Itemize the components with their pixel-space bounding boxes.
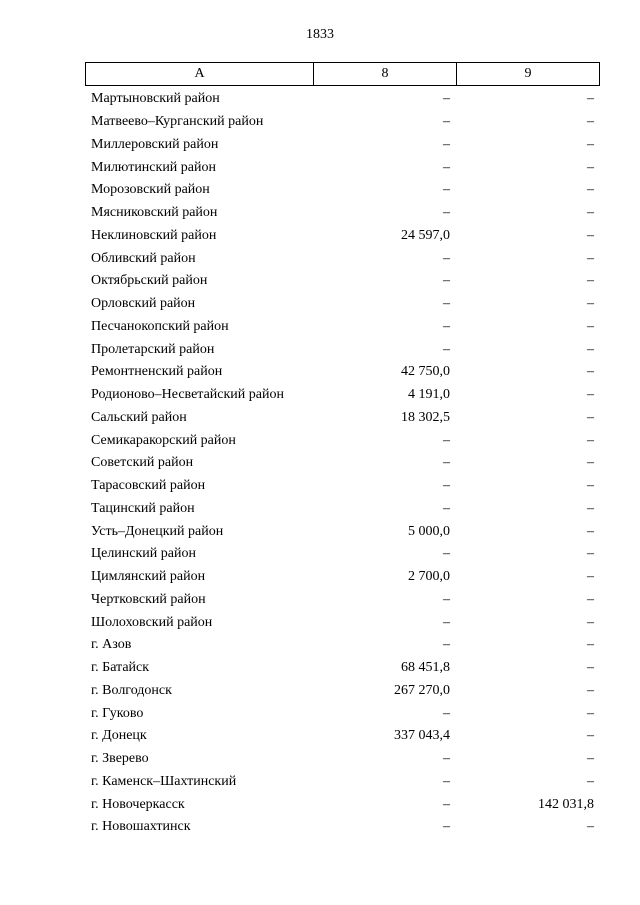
territory-name: Советский район xyxy=(91,455,194,471)
table-body xyxy=(85,88,600,839)
table-row xyxy=(85,316,600,339)
territory-name: Чертковский район xyxy=(91,591,206,607)
value-column-9: – xyxy=(587,660,594,676)
table-row xyxy=(85,611,600,634)
value-column-8: – xyxy=(443,751,450,767)
value-column-8: – xyxy=(443,637,450,653)
page-number: 1833 xyxy=(306,27,334,42)
value-column-8: 4 191,0 xyxy=(408,387,450,403)
value-column-9: – xyxy=(587,500,594,516)
table-row xyxy=(85,634,600,657)
value-column-9: – xyxy=(587,455,594,471)
table-row xyxy=(85,134,600,157)
value-column-8: – xyxy=(443,614,450,630)
value-column-9: – xyxy=(587,364,594,380)
value-column-9: – xyxy=(587,205,594,221)
table-row xyxy=(85,520,600,543)
value-column-9: 142 031,8 xyxy=(538,796,594,812)
territory-name: Октябрьский район xyxy=(91,273,208,289)
territory-name: г. Батайск xyxy=(91,660,150,676)
value-column-9: – xyxy=(587,136,594,152)
value-column-9: – xyxy=(587,546,594,562)
table-row xyxy=(85,771,600,794)
table-row xyxy=(85,589,600,612)
table-row xyxy=(85,543,600,566)
value-column-9: – xyxy=(587,91,594,107)
value-column-8: – xyxy=(443,455,450,471)
territory-name: Миллеровский район xyxy=(91,136,219,152)
value-column-9: – xyxy=(587,432,594,448)
column-header-9: 9 xyxy=(524,66,532,81)
territory-name: Обливский район xyxy=(91,250,196,266)
value-column-8: 42 750,0 xyxy=(401,364,450,380)
territory-name: г. Волгодонск xyxy=(91,682,172,698)
value-column-8: 337 043,4 xyxy=(394,728,450,744)
value-column-8: – xyxy=(443,296,450,312)
table-row xyxy=(85,793,600,816)
value-column-9: – xyxy=(587,751,594,767)
table-row xyxy=(85,338,600,361)
table-row xyxy=(85,566,600,589)
value-column-9: – xyxy=(587,182,594,198)
table-row xyxy=(85,225,600,248)
table-row xyxy=(85,361,600,384)
table-row xyxy=(85,816,600,839)
value-column-8: 2 700,0 xyxy=(408,569,450,585)
table-row xyxy=(85,384,600,407)
value-column-8: – xyxy=(443,159,450,175)
value-column-9: – xyxy=(587,614,594,630)
table-row xyxy=(85,88,600,111)
value-column-9: – xyxy=(587,273,594,289)
value-column-8: – xyxy=(443,273,450,289)
value-column-8: – xyxy=(443,796,450,812)
table-row xyxy=(85,498,600,521)
territory-name: Мартыновский район xyxy=(91,91,220,107)
value-column-9: – xyxy=(587,569,594,585)
table-row xyxy=(85,452,600,475)
value-column-8: – xyxy=(443,341,450,357)
table-row xyxy=(85,657,600,680)
territory-name: г. Каменск–Шахтинский xyxy=(91,773,237,789)
territory-name: Тацинский район xyxy=(91,500,195,516)
territory-name: Орловский район xyxy=(91,296,196,312)
value-column-8: – xyxy=(443,546,450,562)
value-column-8: – xyxy=(443,205,450,221)
table-row xyxy=(85,156,600,179)
table-row xyxy=(85,475,600,498)
value-column-8: – xyxy=(443,500,450,516)
value-column-9: – xyxy=(587,114,594,130)
value-column-8: – xyxy=(443,819,450,835)
value-column-9: – xyxy=(587,773,594,789)
value-column-9: – xyxy=(587,159,594,175)
territory-name: Тарасовский район xyxy=(91,478,206,494)
table-row xyxy=(85,111,600,134)
table-row xyxy=(85,407,600,430)
value-column-8: – xyxy=(443,591,450,607)
table-row xyxy=(85,270,600,293)
table-row xyxy=(85,247,600,270)
value-column-9: – xyxy=(587,318,594,334)
territory-name: г. Зверево xyxy=(91,751,149,767)
value-column-8: 24 597,0 xyxy=(401,227,450,243)
table-row xyxy=(85,702,600,725)
value-column-9: – xyxy=(587,387,594,403)
table-row xyxy=(85,725,600,748)
value-column-9: – xyxy=(587,637,594,653)
value-column-9: – xyxy=(587,523,594,539)
value-column-8: – xyxy=(443,91,450,107)
table-row xyxy=(85,202,600,225)
territory-name: Песчанокопский район xyxy=(91,318,229,334)
territory-name: Ремонтненский район xyxy=(91,364,223,380)
table-row xyxy=(85,179,600,202)
value-column-9: – xyxy=(587,341,594,357)
territory-name: Милютинский район xyxy=(91,159,217,175)
value-column-9: – xyxy=(587,296,594,312)
territory-name: г. Донецк xyxy=(91,728,147,744)
value-column-9: – xyxy=(587,682,594,698)
column-header-8: 8 xyxy=(314,63,457,85)
territory-name: Шолоховский район xyxy=(91,614,213,630)
territory-name: Неклиновский район xyxy=(91,227,217,243)
value-column-9: – xyxy=(587,478,594,494)
value-column-8: – xyxy=(443,114,450,130)
value-column-8: 68 451,8 xyxy=(401,660,450,676)
table-row xyxy=(85,429,600,452)
value-column-8: – xyxy=(443,318,450,334)
value-column-9: – xyxy=(587,705,594,721)
value-column-8: – xyxy=(443,250,450,266)
column-header-a: А xyxy=(86,63,314,85)
territory-name: Усть–Донецкий район xyxy=(91,523,224,539)
territory-name: Сальский район xyxy=(91,409,187,425)
value-column-9: – xyxy=(587,227,594,243)
value-column-8: – xyxy=(443,705,450,721)
territory-name: Семикаракорский район xyxy=(91,432,236,448)
territory-name: Целинский район xyxy=(91,546,196,562)
territory-name: Родионово–Несветайский район xyxy=(91,387,284,403)
territory-name: г. Новочеркасск xyxy=(91,796,185,812)
territory-name: Пролетарский район xyxy=(91,341,215,357)
value-column-8: 18 302,5 xyxy=(401,409,450,425)
table-row xyxy=(85,680,600,703)
territory-name: Цимлянский район xyxy=(91,569,206,585)
value-column-9: – xyxy=(587,250,594,266)
territory-name: г. Азов xyxy=(91,637,132,653)
value-column-8: 267 270,0 xyxy=(394,682,450,698)
value-column-9: – xyxy=(587,819,594,835)
territory-name: Морозовский район xyxy=(91,182,210,198)
value-column-9: – xyxy=(587,591,594,607)
table-row xyxy=(85,293,600,316)
value-column-8: – xyxy=(443,432,450,448)
territory-name: г. Новошахтинск xyxy=(91,819,191,835)
territory-name: г. Гуково xyxy=(91,705,144,721)
value-column-8: 5 000,0 xyxy=(408,523,450,539)
table-header xyxy=(85,62,600,86)
table-row xyxy=(85,748,600,771)
territory-name: Матвеево–Курганский район xyxy=(91,114,264,130)
value-column-8: – xyxy=(443,136,450,152)
value-column-8: – xyxy=(443,478,450,494)
value-column-8: – xyxy=(443,182,450,198)
value-column-9: – xyxy=(587,409,594,425)
value-column-9: – xyxy=(587,728,594,744)
territory-name: Мясниковский район xyxy=(91,205,218,221)
value-column-8: – xyxy=(443,773,450,789)
